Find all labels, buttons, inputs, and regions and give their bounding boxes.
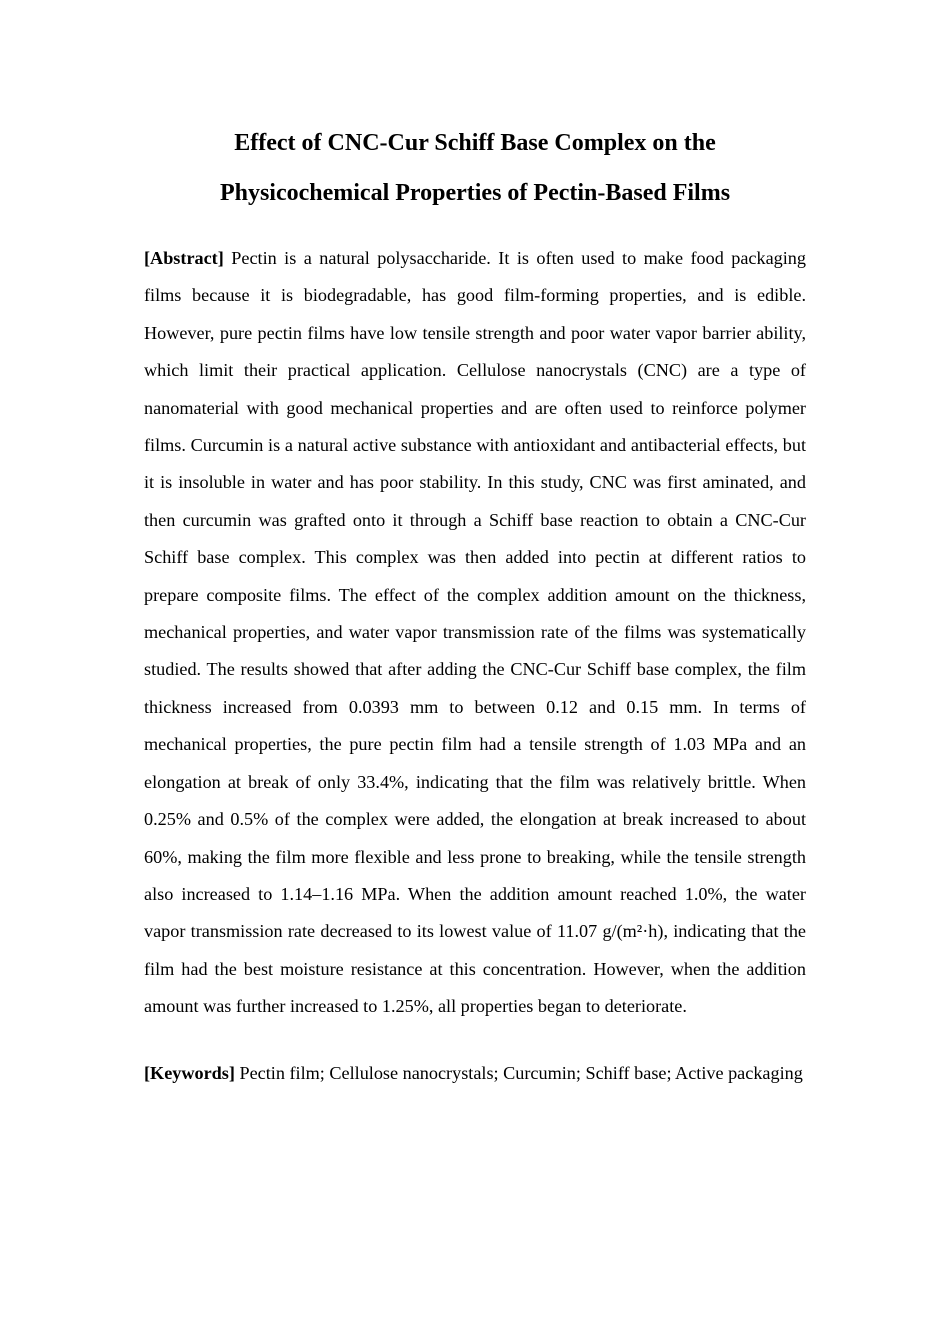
- paper-title: [150, 118, 800, 218]
- keywords-text: Pectin film; Cellulose nanocrystals; Curcumin; Schiff base; Active packaging: [239, 1063, 803, 1083]
- abstract-text: Pectin is a natural polysaccharide. It is often used to make food packaging films because it is biodegradable, has good film-forming properties, and is edible. However, pure pectin films have low tensile strength and poor water vapor barrier ability, which limit their practical application. Cellulose nanocrystals (CNC) are a type of nanomaterial with good mechanical properties and are often used to reinforce polymer films. Curcumin is a natural active substance with antioxidant and antibacterial effects, but it is insoluble in water and has poor stability. In this study, CNC was first aminated, and then curcumin was grafted onto it through a Schiff base reaction to obtain a CNC-Cur Schiff base complex. This complex was then added into pectin at different ratios to prepare composite films. The effect of the complex addition amount on the thickness, mechanical properties, and water vapor transmission rate of the films was systematically studied. The results showed that after adding the CNC-Cur Schiff base complex, the film thickness increased from 0.0393 mm to between 0.12 and 0.15 mm. In terms of mechanical properties, the pure pectin film had a tensile strength of 1.03 MPa and an elongation at break of only 33.4%, indicating that the film was relatively brittle. When 0.25% and 0.5% of the complex were added, the elongation at break increased to about 60%, making the film more flexible and less prone to breaking, while the tensile strength also increased to 1.14–1.16 MPa. When the addition amount reached 1.0%, the water vapor transmission rate decreased to its lowest value of 11.07 g/(m²·h), indicating that the film had the best moisture resistance at this concentration. However, when the addition amount was further increased to 1.25%, all properties began to deteriorate.: [144, 248, 806, 1017]
- abstract-label: [Abstract]: [144, 248, 224, 268]
- title-line-2: Physicochemical Properties of Pectin-Based Films: [219, 180, 731, 206]
- keywords-paragraph: [144, 1061, 806, 1086]
- title-line-1: Effect of CNC-Cur Schiff Base Complex on the: [234, 130, 716, 156]
- keywords-label: [Keywords]: [144, 1063, 235, 1083]
- abstract-paragraph: [144, 240, 806, 1026]
